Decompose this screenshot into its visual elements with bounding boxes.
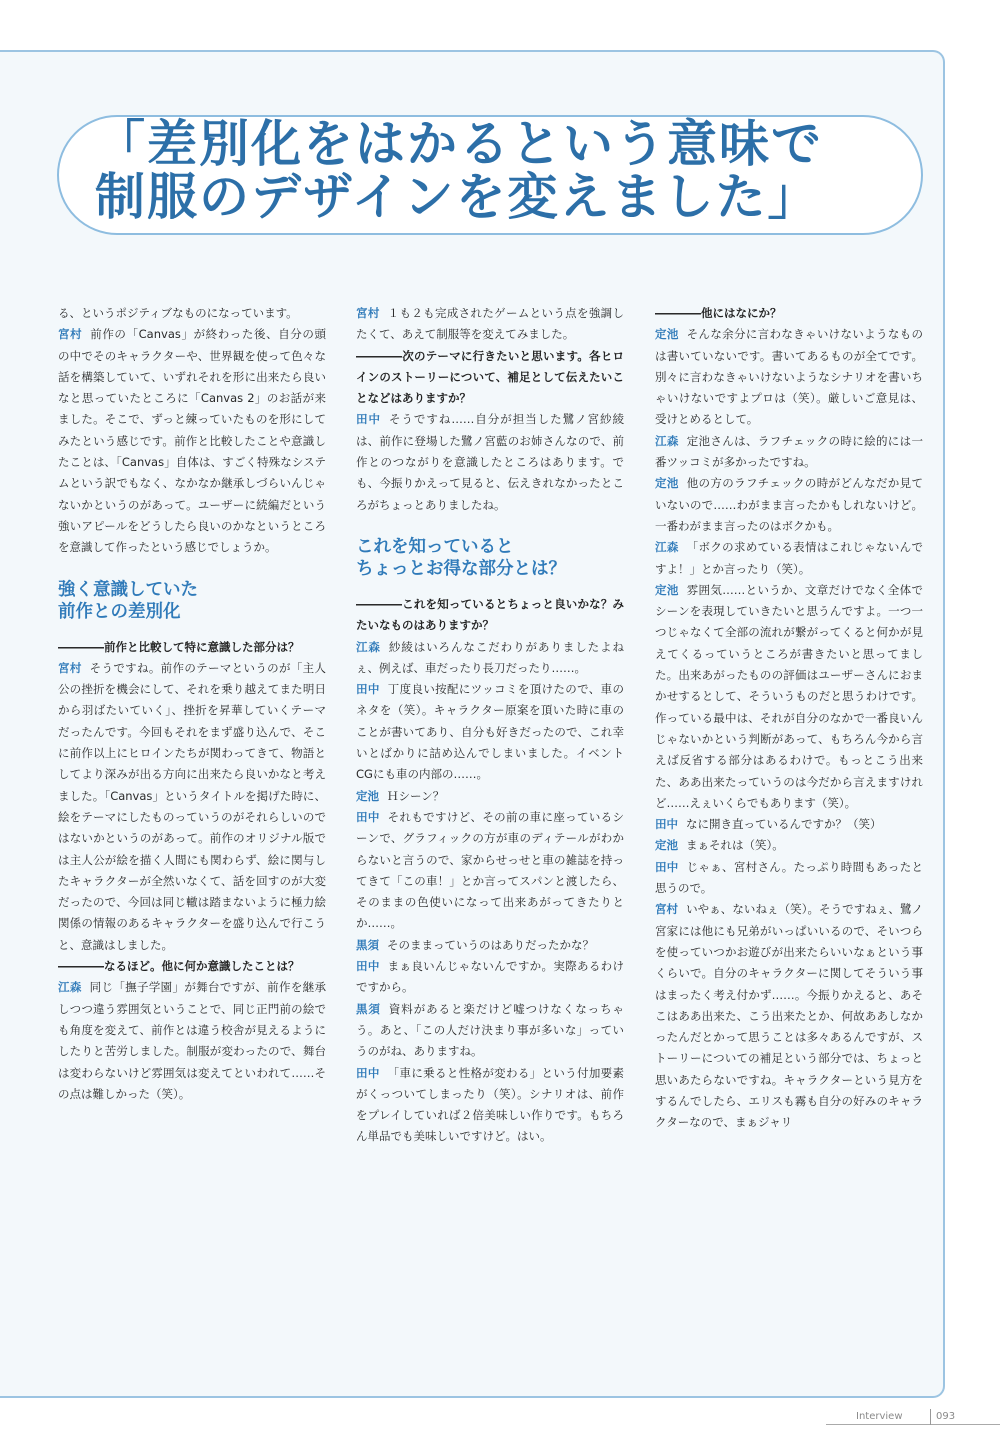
speaker-paragraph xyxy=(356,807,624,935)
speaker-paragraph xyxy=(655,431,923,474)
interviewer-question: ――――なるほど。他に何か意識したことは？ xyxy=(58,959,300,974)
speaker-name: 定池 xyxy=(655,582,679,597)
speaker-text: じゃぁ、宮村さん。たっぷり時間もあったと思うので。 xyxy=(655,859,924,896)
speaker-text: 丁度良い按配にツッコミを頂けたので、車のネタを（笑）。キャラクター原案を頂いた時に車のことが書いてあり、自分も好きだったので、これ幸いとばかりに詰め込んでしまいました。イベントCGにも車の内部の……。 xyxy=(356,682,624,782)
speaker-paragraph xyxy=(356,956,624,999)
speaker-paragraph xyxy=(356,637,624,680)
speaker-text: そんな余分に言わなきゃいけないようなものは書いていないです。書いてあるものが全てです。別々に言わなきゃいけないようなシナリオを書いちゃいけないですよプロは（笑）。厳しいご意見は、受けとめるとして。 xyxy=(655,327,924,427)
speaker-paragraph xyxy=(58,977,326,1105)
speaker-name: 定池 xyxy=(655,476,679,491)
speaker-text: 資料があると楽だけど嘘つけなくなっちゃう。あと、「この人だけ決まり事が多いな」っていうのがね、ありますね。 xyxy=(356,1001,625,1059)
speaker-paragraph xyxy=(356,679,624,785)
speaker-paragraph xyxy=(655,537,923,580)
speaker-text: 雰囲気……というか、文章だけでなく全体でシーンを表現していきたいと思うんですよ。一つ一つじゃなくて全部の流れが繋がってくると何かが見えてくるっていうところが書きたいと思ってました。出来あがったものの評価はユーザーさんにおまかせするとして、そういうものだと思うわけです。作っている最中は、それが自分のなかで一番良いんじゃないかという判断があって、もちろん今から言えば反省する部分はあるわけで。もっとこう出来た、ああ出来たっていうのは今だから言えますけれど……えぇいくらでもあります（笑）。 xyxy=(655,582,924,810)
page-footer xyxy=(826,1409,1000,1425)
speaker-paragraph xyxy=(655,473,923,537)
text-column-2 xyxy=(356,303,624,1148)
speaker-text: そうですね……自分が担当した鷺ノ宮紗綾は、前作に登場した鷺ノ宮藍のお姉さんなので、前作とのつながりを意識したところはあります。でも、今振りかえって見ると、伝えきれなかったところがちょっとありましたね。 xyxy=(356,412,625,512)
speaker-text: そのままっていうのはありだったかな？ xyxy=(387,937,594,952)
speaker-text: １も２も完成されたゲームという点を強調したくて、あえて制服等を変えてみました。 xyxy=(356,306,625,342)
speaker-paragraph xyxy=(356,786,624,807)
speaker-paragraph xyxy=(655,814,923,835)
speaker-name: 江森 xyxy=(58,980,82,995)
speaker-paragraph xyxy=(655,899,923,1133)
speaker-name: 定池 xyxy=(655,838,678,853)
speaker-name: 田中 xyxy=(356,412,381,427)
footer-separator xyxy=(930,1409,931,1425)
speaker-name: 江森 xyxy=(655,433,679,448)
speaker-paragraph xyxy=(356,303,624,346)
footer-section-label: Interview xyxy=(856,1411,903,1422)
speaker-paragraph xyxy=(58,658,326,956)
speaker-text: 「ボクの求めている表情はこれじゃないんですよ！」とか言ったり（笑）。 xyxy=(655,540,924,576)
speaker-name: 黒須 xyxy=(356,937,379,952)
speaker-text: まぁ良いんじゃないんですか。実際あるわけですから。 xyxy=(356,959,625,995)
speaker-name: 田中 xyxy=(356,1065,380,1080)
speaker-text: いやぁ、ないねぇ（笑）。そうですねぇ、鷺ノ宮家には他にも兄弟がいっぱいいるので、そいつらを使っていつかお遊びが出来たらいいなぁという事くらいで。自分のキャラクターに関してそういう事はまったく考え付かず……。今振りかえると、あそこはああ出来た、こう出来たとか、何故ああしなかったんだとかって思うことは多々あるんですが、ストーリーについての補足という部分では、ちょっと思いあたらないですね。キャラクターという見方をするんでしたら、エリスも霧も自分の好みのキャラクターなので、まぁジャリ xyxy=(655,902,924,1130)
speaker-paragraph xyxy=(356,999,624,1063)
speaker-text: 同じ「撫子学園」が舞台ですが、前作を継承しつつ違う雰囲気ということで、同じ正門前の絵でも角度を変えて、前作とは違う校舎が見えるようにしたりと苦労しました。制服が変わったので、舞台は変わらないけど雰囲気は変えてといわれて……その点は難しかった（笑）。 xyxy=(58,980,327,1101)
interviewer-question: ――――次のテーマに行きたいと思います。各ヒロインのストーリーについて、補足として伝えたいことなどはありますか？ xyxy=(356,348,624,406)
speaker-name: 宮村 xyxy=(655,902,679,917)
speaker-text: 定池さんは、ラフチェックの時に絵的には一番ツッコミが多かったですね。 xyxy=(655,433,924,470)
speaker-text: そうですね。前作のテーマというのが「主人公の挫折を機会にして、それを乗り越えてまた明日から羽ばたいていく」、挫折を昇華していくテーマだったんです。今回もそれをまず盛り込んで、そこに前作以上にヒロインたちが関わってきて、物語としてより深みが出る方向に出来たら良いかなと考えました。「Canvas」というタイトルを掲げた時に、絵をテーマにしたものっていうのがそれらしいのではないかというのがあって。前作のオリジナル版では主人公が絵を描く人間にも関わらず、絵に関与したキャラクターが全然いなくて、話を回すのが大変だったので、今回は同じ轍は踏まないように極力絵関係の情報のあるキャラクターを盛り込んで行こうと、意識はしました。 xyxy=(58,660,327,952)
speaker-paragraph xyxy=(356,1063,624,1148)
speaker-paragraph xyxy=(655,580,923,814)
body-paragraph: る、というポジティブなものになっています。 xyxy=(58,306,298,320)
speaker-paragraph xyxy=(58,324,326,558)
speaker-text: 紗綾はいろんなこだわりがありましたよねぇ、例えば、車だったり長刀だったり……。 xyxy=(356,639,625,675)
speaker-paragraph xyxy=(356,935,624,956)
speaker-text: Ｈシーン？ xyxy=(387,788,445,803)
speaker-text: なに開き直っているんですか？（笑） xyxy=(686,817,882,832)
section-heading: これを知っていると ちょっとお得な部分とは？ xyxy=(356,536,566,579)
speaker-name: 定池 xyxy=(356,788,379,803)
speaker-name: 宮村 xyxy=(58,660,82,675)
speaker-paragraph xyxy=(655,857,923,900)
speaker-paragraph xyxy=(356,409,624,515)
speaker-name: 定池 xyxy=(655,327,679,342)
section-heading: 強く意識していた 前作との差別化 xyxy=(58,579,198,622)
speaker-text: 前作の「Canvas」が終わった後、自分の頭の中でそのキャラクターや、世界観を使って色々な話を構築していて、いずれそれを形に出来たら良いなと思っていたところに「Canvas 2」のお話が来ました。そこで、ずっと練っていたものを形にしてみたという感じです。前作と比較したことや意識したことは、「Canvas」自体は、すごく特殊なシステムという訳でもなく、なかなか継承しづらいんじゃないかというのがあって。ユーザーに続編だという強いアピールをどうしたら良いのかなというところを意識して作ったという感じでしょうか。 xyxy=(58,327,327,555)
footer-rule xyxy=(826,1424,1000,1425)
speaker-name: 田中 xyxy=(356,682,380,697)
speaker-name: 田中 xyxy=(655,859,679,874)
speaker-paragraph xyxy=(655,835,923,856)
text-column-1 xyxy=(58,303,326,1105)
text-column-3 xyxy=(655,303,923,1134)
speaker-text: まぁそれは（笑）。 xyxy=(686,838,784,853)
speaker-name: 田中 xyxy=(356,809,380,824)
speaker-name: 宮村 xyxy=(58,327,83,342)
page-headline: 「差別化をはかるという意味で 制服のデザインを変えました」 xyxy=(95,115,823,226)
interviewer-question: ――――他にはなにか？ xyxy=(655,306,782,320)
speaker-name: 江森 xyxy=(655,540,679,555)
speaker-name: 宮村 xyxy=(356,306,380,320)
page-number: 093 xyxy=(936,1411,956,1422)
speaker-paragraph xyxy=(655,324,923,430)
interviewer-question: ――――前作と比較して特に意識した部分は？ xyxy=(58,639,300,654)
speaker-text: 「車に乗ると性格が変わる」という付加要素がくっついてしまったり（笑）。シナリオは、前作をプレイしていれば２倍美味しい作りです。もちろん単品でも美味しいですけど。はい。 xyxy=(356,1065,625,1144)
speaker-text: 他の方のラフチェックの時がどんなだか見ていないので……わがまま言ったかもしれないけど。一番わがまま言ったのはボクかも。 xyxy=(655,476,924,533)
speaker-text: それもですけど、その前の車に座っているシーンで、グラフィックの方が車のディテールがわからないと言うので、家からせっせと車の雑誌を持ってきて「この車！」とか言ってスパンと渡したら、そのままの色使いになって出来あがってきたりとか……。 xyxy=(356,809,625,931)
speaker-name: 田中 xyxy=(356,959,380,974)
speaker-name: 黒須 xyxy=(356,1001,381,1016)
speaker-name: 田中 xyxy=(655,817,678,832)
speaker-name: 江森 xyxy=(356,639,381,654)
interviewer-question: ――――これを知っているとちょっと良いかな？みたいなものはありますか？ xyxy=(356,596,624,633)
